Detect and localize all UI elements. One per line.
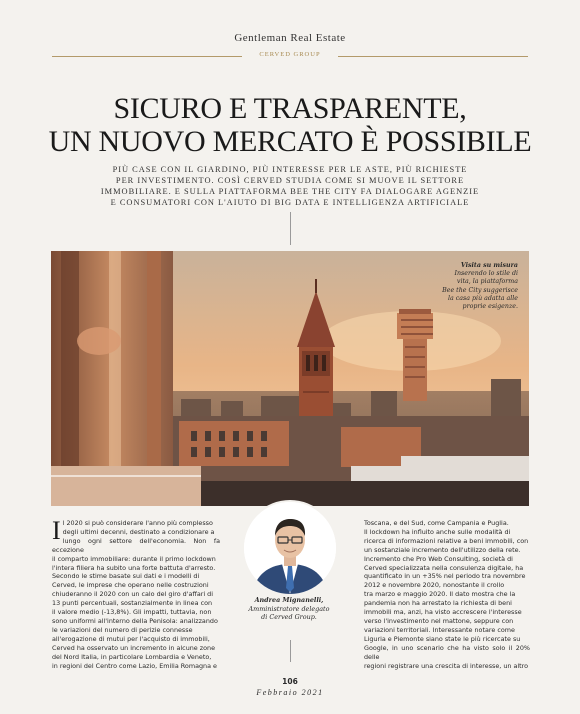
- caption-line: Inserendo lo stile di: [454, 270, 518, 278]
- caption-title: Visita su misura: [460, 262, 518, 269]
- headline-line-1: SICURO E TRASPARENTE,: [113, 92, 467, 125]
- page-number: 106: [282, 677, 298, 686]
- text-line: ricerca di informazioni relative a beni immobili, con: [364, 536, 529, 545]
- issue-date: Febbraio 2021: [256, 688, 324, 697]
- photo-caption: [410, 262, 518, 311]
- subhead-line-4: E CONSUMATORI CON L'AIUTO DI BIG DATA E INTELLIGENZA ARTIFICIALE: [110, 198, 470, 207]
- subhead-line-1: PIÙ CASE CON IL GIARDINO, PIÙ INTERESSE PER LE ASTE, PIÙ RICHIESTE: [112, 165, 468, 174]
- text-line: 13 punti percentuali, sostanzialmente in linea con: [52, 599, 213, 608]
- text-line: variazioni territoriali. Interessante notare come: [364, 625, 515, 634]
- portrait-name: Andrea Mignanelli,: [254, 596, 324, 604]
- headline: [0, 92, 580, 158]
- article-column-left: [52, 516, 220, 670]
- text-line: immobili ma, anzi, ha visto accrescere l'interesse: [364, 608, 522, 617]
- text-line: chiuderanno il 2020 con un calo del giro d'affari di: [52, 590, 213, 599]
- text-line: del Nord Italia, in particolare Lombardia e Veneto,: [52, 652, 212, 661]
- rule-right: [338, 56, 528, 57]
- text-line: l 2020 si può considerare l'anno più complesso: [62, 519, 213, 527]
- text-line: Incremento che Pro Web Consulting, società di: [364, 554, 513, 563]
- portrait-role-line: di Cerved Group.: [261, 613, 317, 622]
- text-line: degli ultimi decenni, destinato a condizionare a: [62, 527, 215, 536]
- text-line: lungo ogni settore dell'economia. Non fa eccezione: [52, 536, 220, 554]
- caption-line: Bee the City suggerisce: [442, 286, 518, 294]
- text-line: tra marzo e maggio 2020. Il dato mostra che la: [364, 590, 516, 599]
- text-line: verso l'investimento nel mattone, seppure con: [364, 616, 514, 625]
- text-line: regioni registrare una crescita di interesse, un altro: [364, 661, 529, 670]
- section-rule: [52, 51, 528, 61]
- text-line: Secondo le stime basate sui dati e i modelli di: [52, 572, 200, 581]
- text-line: Toscana, e del Sud, come Campania e Puglia.: [364, 519, 509, 527]
- text-line: le variazioni del numero di perizie connesse: [52, 625, 193, 634]
- divider-top: [290, 212, 291, 245]
- text-line: 2012 e novembre 2020, nonostante il crollo: [364, 581, 505, 590]
- text-line: quantificato in un +35% nel periodo tra novembre: [364, 572, 526, 581]
- text-line: Cerved, le imprese che operano nelle costruzioni: [52, 581, 209, 590]
- publication-title: Gentleman Real Estate: [234, 32, 346, 44]
- text-line: il valore medio (-13,8%). Gli impatti, tuttavia, non: [52, 608, 212, 617]
- caption-line: proprie esigenze.: [462, 303, 518, 311]
- headline-line-2: UN NUOVO MERCATO È POSSIBILE: [48, 125, 532, 158]
- caption-line: la casa più adatta alle: [447, 294, 518, 302]
- text-line: all'erogazione di mutui per l'acquisto di immobili,: [52, 634, 210, 643]
- section-label: CERVED GROUP: [259, 51, 321, 58]
- text-line: Liguria e Piemonte siano state le più ricercate su: [364, 634, 521, 643]
- author-portrait: [242, 500, 338, 596]
- text-line: sono uniformi all'interno della Penisola: analizzando: [52, 616, 218, 625]
- subhead-line-2: PER INVESTIMENTO. COSÌ CERVED STUDIA COME SI MUOVE IL SETTORE: [115, 176, 465, 185]
- article-column-right: [364, 519, 530, 670]
- caption-line: vita, la piattaforma: [456, 278, 518, 286]
- portrait-role-line: Amministratore delegato: [248, 604, 330, 613]
- text-line: Cerved ha osservato un incremento in alcune zone: [52, 643, 216, 652]
- text-line: Cerved specializzata nella consulenza digitale, ha: [364, 563, 524, 572]
- text-line: un sostanziale incremento dell'utilizzo della rete.: [364, 545, 521, 554]
- text-line: l'intera filiera ha subito una forte battuta d'arresto.: [52, 563, 216, 572]
- text-line: in regioni del Centro come Lazio, Emilia Romagna e: [52, 661, 217, 670]
- divider-bottom: [290, 640, 291, 662]
- text-line: Il lockdown ha influito anche sulle modalità di: [364, 527, 511, 536]
- portrait-caption: [228, 596, 350, 622]
- text-line: il comparto immobiliare: durante il primo lockdown: [52, 554, 216, 563]
- text-line: pandemia non ha arrestato la richiesta di beni: [364, 599, 512, 608]
- subhead-line-3: IMMOBILIARE. E SULLA PIATTAFORMA BEE THE CITY FA DIALOGARE AGENZIE: [100, 187, 480, 196]
- subheadline: [0, 164, 580, 208]
- text-line: Google, in uno scenario che ha visto solo il 20% delle: [364, 643, 530, 661]
- drop-cap: I: [52, 516, 61, 545]
